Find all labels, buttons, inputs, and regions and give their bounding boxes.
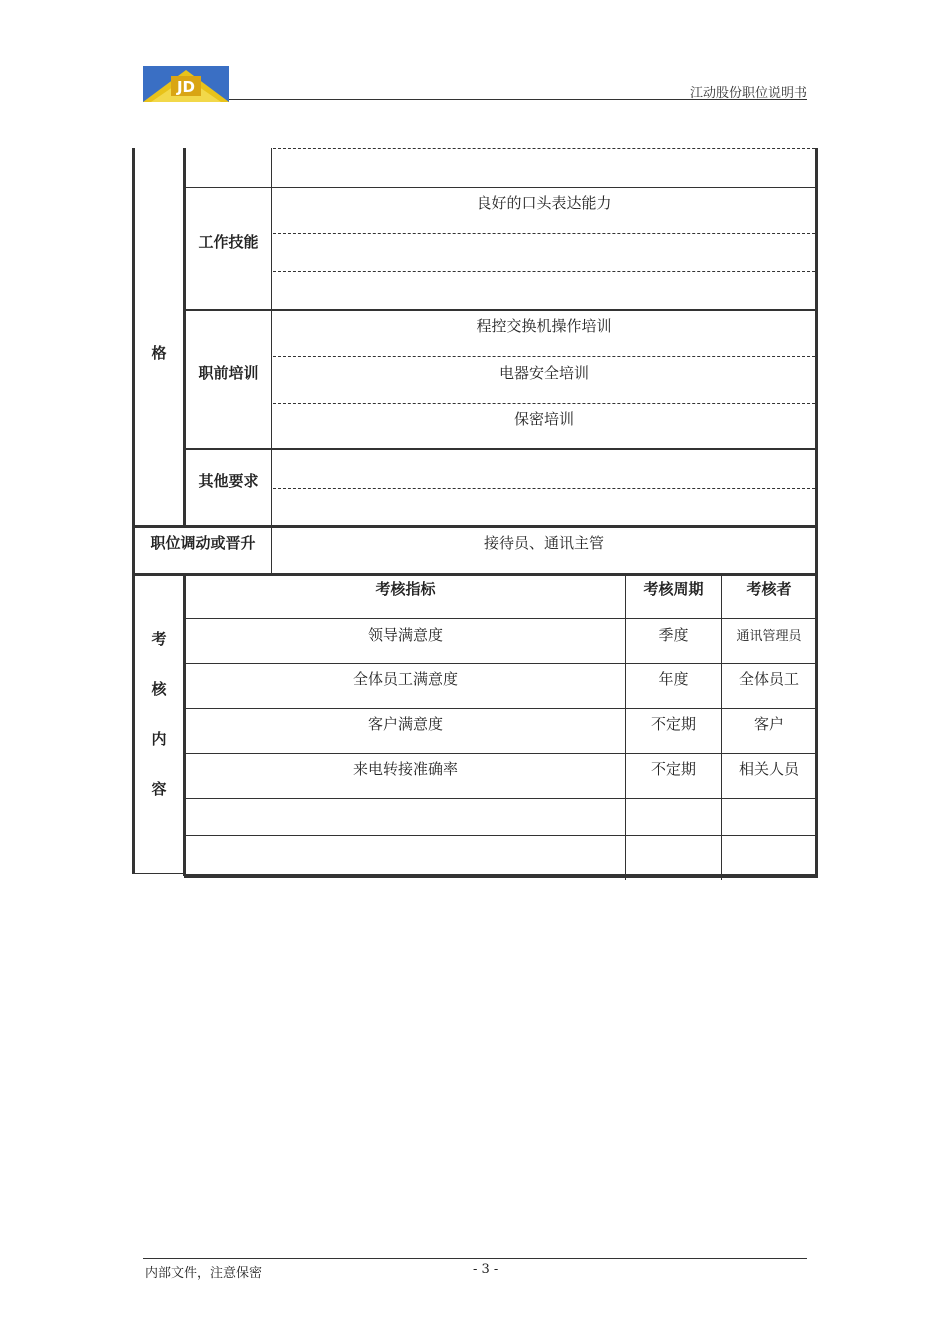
work-skills-label: 工作技能: [198, 233, 259, 251]
training-item: 程控交换机操作培训: [476, 317, 612, 335]
assessment-period: 不定期: [650, 760, 696, 778]
column-header-indicator: 考核指标: [375, 580, 436, 598]
assessment-assessor: 通讯管理员: [736, 629, 802, 644]
transfer-value: 接待员、通讯主管: [483, 534, 604, 552]
assessment-indicator: 客户满意度: [367, 715, 443, 733]
assessment-indicator: 领导满意度: [367, 626, 443, 644]
confidential-notice: 内部文件，注意保密: [145, 1266, 263, 1281]
qualifications-side-label: 格: [151, 344, 167, 362]
page-header: [143, 66, 807, 102]
work-skill-item: 良好的口头表达能力: [476, 194, 612, 212]
company-logo: [143, 66, 229, 102]
transfer-label: 职位调动或晋升: [150, 534, 256, 552]
page-number: - 3 -: [473, 1262, 499, 1277]
assessment-assessor: 客户: [753, 715, 784, 733]
training-item: 电器安全培训: [498, 364, 589, 382]
column-header-period: 考核周期: [643, 580, 704, 598]
other-requirements-label: 其他要求: [198, 472, 259, 490]
training-item: 保密培训: [513, 410, 574, 428]
assessment-period: 季度: [658, 626, 689, 644]
pre-job-training-label: 职前培训: [198, 364, 259, 382]
assessment-assessor: 相关人员: [738, 760, 799, 778]
table-border-left: [132, 148, 135, 874]
header-title: 江动股份职位说明书: [689, 86, 807, 101]
job-description-table: [132, 148, 818, 878]
assessment-assessor: 全体员工: [738, 670, 799, 688]
assessment-side-label: 考: [151, 630, 167, 648]
table-border-bottom: [184, 874, 818, 878]
assessment-side-label: 内: [151, 730, 167, 748]
assessment-side-label: 容: [151, 780, 167, 798]
page-footer: [143, 1258, 807, 1281]
assessment-period: 不定期: [650, 715, 696, 733]
logo-lettering: JD: [176, 78, 196, 96]
assessment-side-label: 核: [151, 680, 167, 698]
assessment-indicator: 来电转接准确率: [352, 760, 458, 778]
footer-rule: [143, 1258, 807, 1259]
column-header-assessor: 考核者: [746, 580, 792, 598]
assessment-indicator: 全体员工满意度: [352, 670, 458, 688]
assessment-period: 年度: [658, 670, 689, 688]
